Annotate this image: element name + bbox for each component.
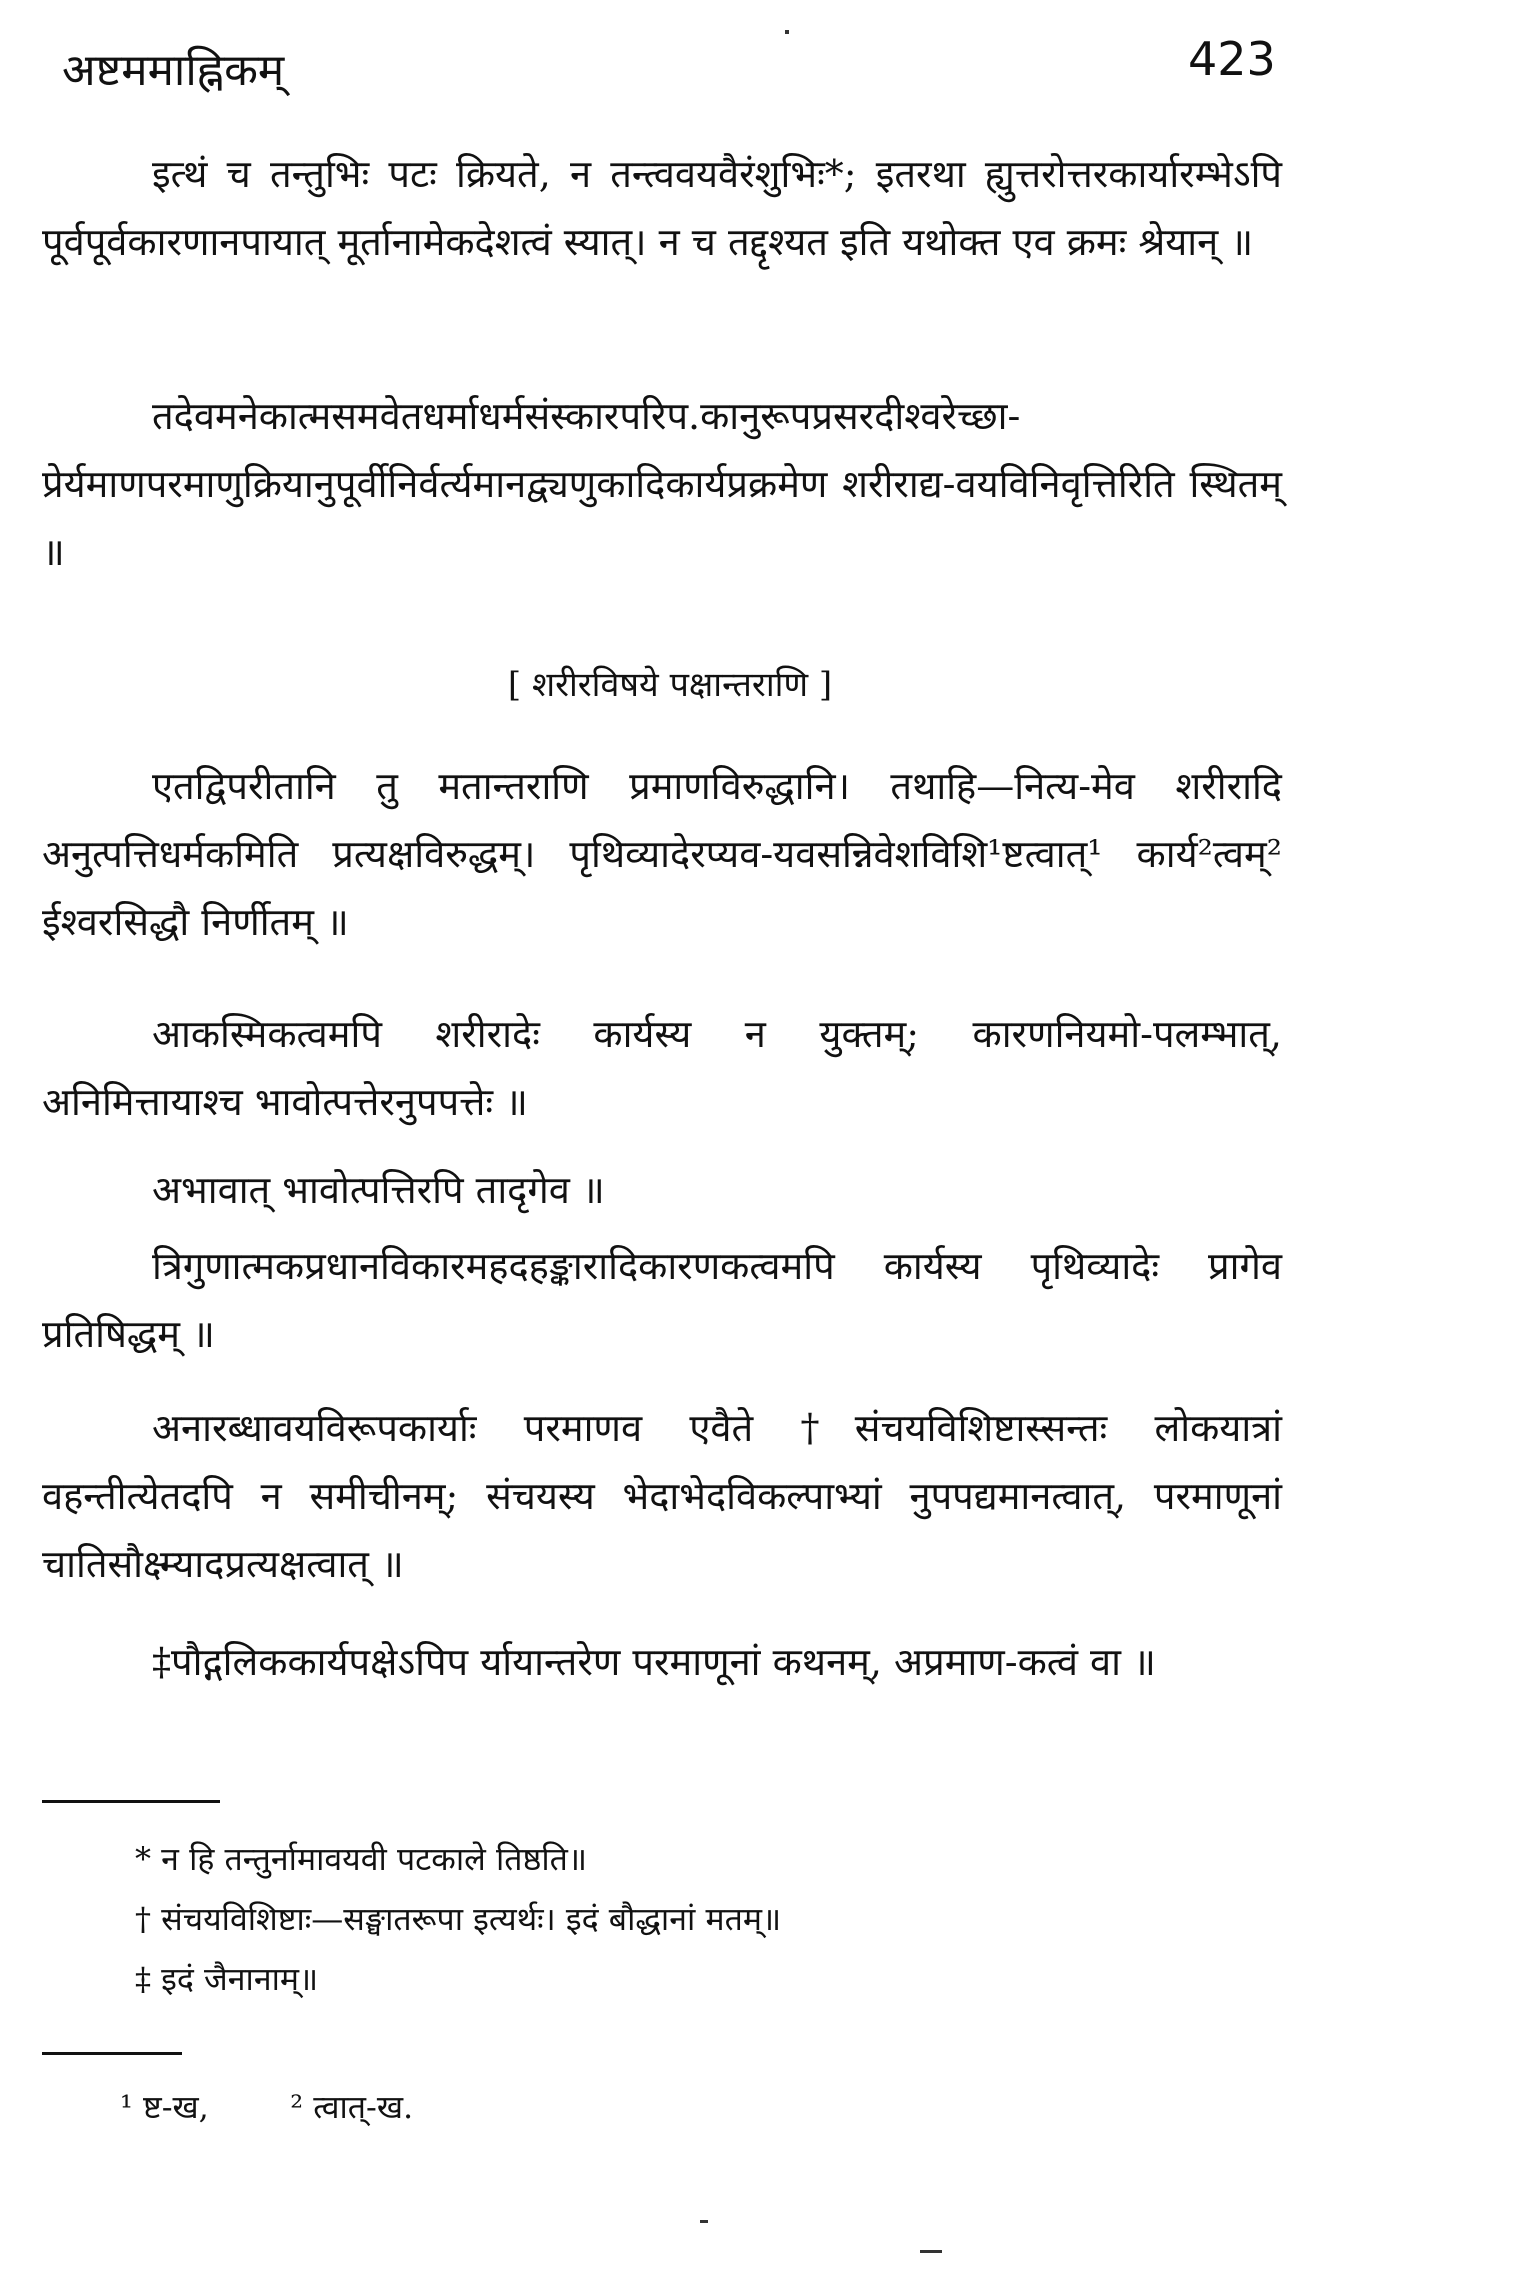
section-heading: [ शरीरविषये पक्षान्तराणि ]	[507, 665, 833, 705]
footnote-1: * न हि तन्तुर्नामावयवी पटकाले तिष्ठति॥	[135, 1840, 588, 1878]
footnote-2: † संचयविशिष्टाः—सङ्घातरूपा इत्यर्थः। इदं बौद्धानां मतम्॥	[135, 1900, 782, 1938]
paragraph-3: एतद्विपरीतानि तु मतान्तराणि प्रमाणविरुद्धानि। तथाहि—नित्य-मेव शरीरादि अनुत्पत्तिधर्मकमिति प्रत्यक्षविरुद्धम्। पृथिव्यादेरप्यव-यवसन्निवेशविशि¹ष्टत्वात्¹ कार्य²त्वम्² ईश्वरसिद्धौ निर्णीतम् ॥	[42, 764, 1282, 944]
variant-readings: ¹ ष्ट-ख, ² त्वात्-ख.	[120, 2088, 414, 2126]
paragraph-8: ‡पौद्गलिककार्यपक्षेऽपिप र्यायान्तरेण परमाणूनां कथनम्, अप्रमाण-कत्वं वा ॥	[152, 1640, 1156, 1684]
scan-speck	[920, 2250, 942, 2253]
scan-speck	[785, 30, 789, 34]
footnote-rule	[42, 1800, 220, 1803]
footnote-3: ‡ इदं जैनानाम्॥	[135, 1960, 319, 1998]
paragraph-4: आकस्मिकत्वमपि शरीरादेः कार्यस्य न युक्तम्; कारणनियमो-पलम्भात्, अनिमित्तायाश्च भावोत्पत्तेरनुपपत्तेः ॥	[42, 1012, 1282, 1124]
paragraph-5: अभावात् भावोत्पत्तिरपि तादृगेव ॥	[152, 1168, 605, 1212]
paragraph-6: त्रिगुणात्मकप्रधानविकारमहदहङ्कारादिकारणकत्वमपि कार्यस्य पृथिव्यादेः प्रागेव प्रतिषिद्धम् ॥	[42, 1244, 1282, 1356]
page-number: 423	[1188, 32, 1276, 86]
variant-rule	[42, 2052, 182, 2055]
paragraph-1: इत्थं च तन्तुभिः पटः क्रियते, न तन्त्ववयवैरंशुभिः*; इतरथा ह्युत्तरोत्तरकार्यारम्भेऽपि पूर्वपूर्वकारणानपायात् मूर्तानामेकदेशत्वं स्यात्। न च तद्दृश्यत इति यथोक्त एव क्रमः श्रेयान् ॥	[42, 152, 1282, 264]
running-header: अष्टममाह्निकम्	[62, 45, 285, 96]
scan-speck	[700, 2220, 708, 2223]
paragraph-2: तदेवमनेकात्मसमवेतधर्माधर्मसंस्कारपरिप.कानुरूपप्रसरदीश्वरेच्छा-प्रेर्यमाणपरमाणुक्रियानुपूर्वीनिर्वर्त्यमानद्व्यणुकादिकार्यप्रक्रमेण शरीराद्य-वयविनिवृत्तिरिति स्थितम् ॥	[42, 394, 1282, 574]
paragraph-7: अनारब्धावयविरूपकार्याः परमाणव एवैते †संचयविशिष्टास्सन्तः लोकयात्रां वहन्तीत्येतदपि न समीचीनम्; संचयस्य भेदाभेदविकल्पाभ्यां नुपपद्यमानत्वात्, परमाणूनां चातिसौक्ष्म्यादप्रत्यक्षत्वात् ॥	[42, 1406, 1282, 1586]
